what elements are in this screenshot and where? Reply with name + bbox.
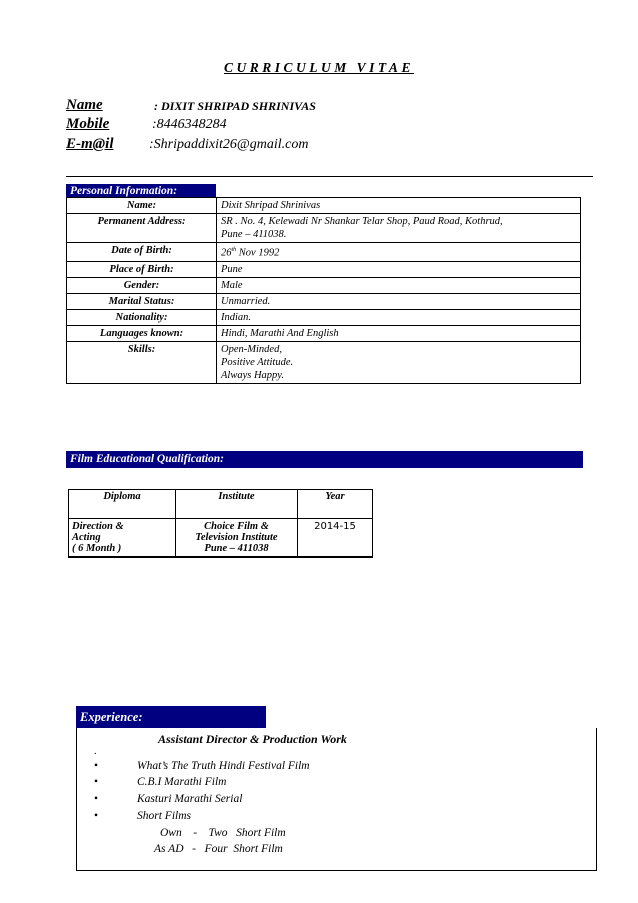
document-title: CURRICULUM VITAE — [224, 60, 414, 75]
skill-3: Always Happy. — [221, 369, 284, 381]
field-label: Permanent Address: — [67, 214, 217, 243]
table-row — [67, 198, 581, 214]
bullet-icon: • — [94, 793, 99, 805]
name-value: : DIXIT SHRIPAD SHRINIVAS — [154, 99, 316, 113]
diploma-line: ( 6 Month ) — [72, 543, 122, 554]
header-name-row — [66, 97, 316, 114]
field-label: Skills: — [67, 341, 217, 383]
dob-suffix: th — [231, 247, 237, 253]
list-item — [94, 776, 226, 788]
table-row — [67, 341, 581, 383]
list-item-text: Short Films — [137, 810, 191, 822]
dob-rest: Nov 1992 — [236, 247, 280, 259]
bullet-icon: • — [94, 776, 99, 788]
table-row — [67, 277, 581, 293]
mobile-value: :8446348284 — [152, 117, 227, 132]
table-row — [67, 261, 581, 277]
list-item-text: C.B.I Marathi Film — [137, 776, 227, 788]
table-row — [67, 293, 581, 309]
table-row — [67, 309, 581, 325]
field-label: Name: — [67, 198, 217, 214]
year-cell: 2014-15 — [298, 519, 373, 558]
field-label: Date of Birth: — [67, 243, 217, 262]
diploma-line: Acting — [72, 532, 101, 543]
experience-dot: . — [94, 746, 97, 757]
institute-line: Pune – 411038 — [204, 543, 269, 554]
email-label: E-m@il — [66, 136, 114, 152]
bullet-icon: • — [94, 810, 99, 822]
column-header-diploma: Diploma — [69, 490, 176, 519]
field-value — [217, 214, 581, 243]
list-item-text: Kasturi Marathi Serial — [137, 793, 243, 805]
education-table — [68, 489, 373, 558]
table-row — [67, 243, 581, 262]
header-divider — [66, 176, 593, 177]
table-header-row — [69, 490, 373, 519]
address-line-1: SR . No. 4, Kelewadi Nr Shankar Telar Shop, Paud Road, Kothrud, — [221, 216, 503, 227]
field-label: Languages known: — [67, 325, 217, 341]
list-item — [94, 793, 242, 805]
dob-day: 26 — [221, 247, 232, 259]
diploma-cell — [69, 519, 176, 558]
short-film-own: Own - Two Short Film — [160, 827, 286, 839]
skill-1: Open-Minded, — [221, 343, 282, 355]
institute-line: Television Institute — [195, 532, 278, 543]
education-heading: Film Educational Qualification: — [66, 451, 583, 468]
column-header-year: Year — [298, 490, 373, 519]
table-row — [67, 325, 581, 341]
personal-info-heading: Personal Information: — [66, 184, 216, 198]
institute-cell — [176, 519, 298, 558]
header-mobile-row — [66, 116, 227, 133]
field-value: Unmarried. — [217, 293, 581, 309]
experience-heading: Experience: — [76, 706, 266, 728]
field-value: Hindi, Marathi And English — [217, 325, 581, 341]
column-header-institute: Institute — [176, 490, 298, 519]
personal-info-table — [66, 197, 581, 384]
mobile-label: Mobile — [66, 116, 110, 132]
field-value: Pune — [217, 261, 581, 277]
field-value: Dixit Shripad Shrinivas — [217, 198, 581, 214]
list-item — [94, 810, 191, 822]
institute-line: Choice Film & — [204, 521, 269, 532]
bullet-icon: • — [94, 760, 99, 772]
short-film-as-ad: As AD - Four Short Film — [154, 843, 283, 855]
table-row — [69, 519, 373, 558]
table-row — [67, 214, 581, 243]
field-value — [217, 243, 581, 262]
header-email-row — [66, 136, 309, 153]
address-line-2: Pune – 411038. — [221, 229, 287, 240]
field-value — [217, 341, 581, 383]
name-label: Name — [66, 97, 103, 113]
field-label: Gender: — [67, 277, 217, 293]
field-label: Place of Birth: — [67, 261, 217, 277]
field-label: Marital Status: — [67, 293, 217, 309]
list-item — [94, 760, 310, 772]
diploma-line: Direction & — [72, 521, 124, 532]
list-item-text: What’s The Truth Hindi Festival Film — [137, 760, 310, 772]
email-value: :Shripaddixit26@gmail.com — [149, 137, 309, 152]
experience-title: Assistant Director & Production Work — [158, 732, 347, 746]
field-label: Nationality: — [67, 309, 217, 325]
field-value: Male — [217, 277, 581, 293]
skill-2: Positive Attitude. — [221, 356, 294, 368]
field-value: Indian. — [217, 309, 581, 325]
